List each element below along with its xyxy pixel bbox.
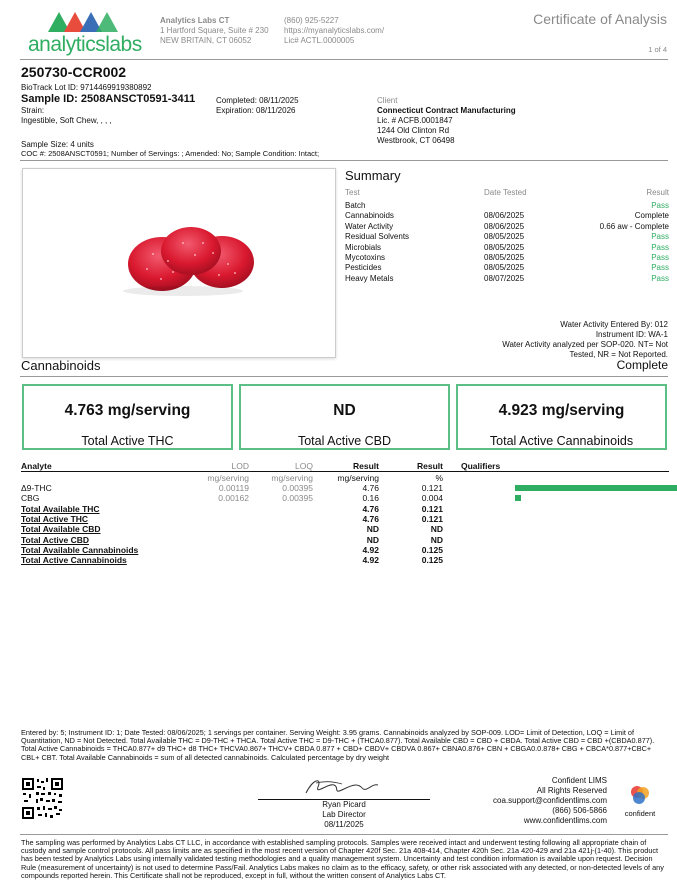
header-loq: LOQ (295, 461, 313, 471)
logo-text: analyticslabs (28, 33, 142, 56)
summary-result: Pass (651, 263, 669, 273)
client-address2: Westbrook, CT 06498 (377, 136, 455, 145)
analyte-loq: 0.00395 (282, 493, 313, 504)
summary-result: Pass (651, 273, 669, 283)
summary-row (345, 232, 669, 243)
card-value: 4.923 mg/serving (498, 402, 625, 419)
unit-row (21, 473, 669, 483)
summary-date: 08/07/2025 (484, 273, 525, 283)
analyte-result-pct: 0.004 (421, 493, 443, 504)
summary-date: 08/06/2025 (484, 221, 525, 231)
analyte-result-mg: 4.92 (362, 555, 379, 566)
footer-divider (20, 834, 668, 835)
header-analyte: Analyte (21, 461, 52, 471)
analyte-result-mg: 4.92 (362, 545, 379, 556)
analyte-loq: 0.00395 (282, 483, 313, 493)
client-license: Lic. # ACFB.0001847 (377, 116, 453, 125)
qualifier-bar (515, 485, 677, 491)
unit-result-mg: mg/serving (337, 473, 379, 483)
summary-test: Heavy Metals (345, 273, 394, 283)
lab-website[interactable]: https://myanalyticslabs.com/ (284, 26, 385, 35)
signer-title: Lab Director (322, 810, 366, 819)
method-notes-text: Entered by: 5; Instrument ID: 1; Date Tested: 08/06/2025; 1 servings per container. Serving Weight: 3.95 grams. Cannabinoids analyzed by SOP-009. LOD= Limit of Detection, LOQ = Limit of Quantitation, ND = Not Detected. Total Available THC = D9-THC + THCA. Total Active THC = D9-THC + (THCA0.877). Total Available CBD = CBD + CBDA. Total Active CBD = CBD +(CBDA0.877). Total Active Cannabinoids = THCA0.877+ d9 THC+ d8 THC+ THCVA0.867+ THCV+ CBDA 0.877 + CBD+ CBDV+ CBDVA 0.867+ CBNA0.876+ CBN + CBGA0.0.878+ CBG + CBCA*0.877+CBC+ CBL+ CBT. Total Available Cannabinoids = sum of all detected cannabinoids. Calculated percentage by dry weight (21, 728, 655, 762)
analyte-result-pct: 0.121 (421, 503, 443, 514)
lims-phone: (866) 506-5866 (552, 806, 607, 815)
summary-result: Pass (651, 232, 669, 242)
analyte-lod: 0.00162 (218, 493, 249, 504)
sample-divider (20, 160, 668, 161)
document-title: Certificate of Analysis (533, 11, 667, 27)
gummy-image (23, 169, 335, 357)
analyte-row (21, 483, 669, 493)
table-header-rule (21, 471, 669, 472)
summary-row (345, 222, 669, 233)
lab-phone: (860) 925-5227 (284, 16, 339, 25)
analyte-row (21, 535, 669, 545)
analyte-result-pct: 0.121 (421, 483, 443, 493)
summary-result: 0.66 aw - Complete (599, 221, 669, 231)
water-note3: Water Activity analyzed per SOP-020. NT= Not (502, 340, 668, 349)
header-lod: LOD (231, 461, 249, 471)
client-label: Client (377, 96, 398, 105)
summary-test: Batch (345, 201, 366, 210)
summary-title: Summary (345, 168, 401, 183)
analyte-result-pct: 0.121 (421, 514, 443, 525)
water-note4: Tested, NR = Not Reported. (569, 350, 668, 359)
summary-result: Pass (651, 253, 669, 262)
method-notes (21, 729, 669, 762)
summary-row (345, 274, 669, 285)
analyte-name: Total Active CBD (21, 534, 90, 545)
sample-id: Sample ID: 2508ANSCT0591-3411 (21, 93, 196, 105)
lims-email[interactable]: coa.support@confidentlims.com (493, 796, 607, 805)
client-block (377, 96, 516, 146)
analyte-name: Total Available Cannabinoids (21, 545, 139, 556)
product-photo (22, 168, 336, 358)
lab-address2: NEW BRITAIN, CT 06052 (160, 36, 252, 45)
analyte-lod: 0.00119 (218, 483, 249, 493)
card-total-active-cbd (239, 384, 450, 450)
header-divider (20, 59, 668, 60)
biotrack-lot-id: BioTrack Lot ID: 9714469919380892 (21, 83, 152, 92)
unit-loq: mg/serving (271, 473, 313, 483)
summary-result: Pass (651, 201, 669, 210)
card-total-active-cannabinoids (456, 384, 667, 450)
analyte-result-pct: 0.125 (421, 545, 443, 556)
analyte-name: Total Available CBD (21, 524, 101, 535)
summary-test: Pesticides (345, 263, 382, 273)
confident-logo-text: confident (624, 809, 656, 818)
summary-date: 08/06/2025 (484, 211, 525, 221)
cannabinoids-title: Cannabinoids (21, 358, 101, 373)
summary-date: 08/05/2025 (484, 263, 525, 273)
analyte-header-row (21, 461, 669, 471)
unit-lod: mg/serving (207, 473, 249, 483)
confident-logo (622, 784, 658, 820)
summary-test: Microbials (345, 242, 382, 252)
lab-contact (284, 16, 384, 46)
analyte-result-pct: ND (430, 524, 443, 535)
qualifier-bar (515, 495, 521, 501)
analyte-result-mg: 4.76 (362, 514, 379, 525)
lims-web[interactable]: www.confidentlims.com (523, 816, 607, 825)
header-result-mg: Result (353, 461, 379, 471)
header-qualifiers: Qualifiers (461, 461, 501, 471)
lab-license: Lic# ACTL.0000005 (284, 36, 355, 45)
signer-name: Ryan Picard (322, 800, 366, 809)
signer-block (258, 800, 430, 830)
summary-header-test: Test (345, 188, 360, 197)
disclaimer-text: The sampling was performed by Analytics Labs CT LLC, in accordance with established sampling protocols. Samples were received intact and underwent testing following all appropriate chain of custody and sample control protocols. All pass limits are as specified in the most recent version of Chapter 420f Sec. 21a 408-414, Chapter 420h Sec. 21a 420-429 and 21a 421j-(1-40). This product has been tested by Analytics Labs using internally validated testing methodologies and a quality management system. Uncertainty and test condition information is available upon request. Decision Rule (measurement of uncertainty) is not used to determine Pass/Fail. Analytics Labs makes no claim as to the efficacy, safety, or other risk associated with any detected, or non-detected levels of any compounds reported herein. This Certificate shall not be reproduced, except in full, without the written consent of Analytics Labs CT. (21, 838, 664, 880)
analyte-result-mg: 4.76 (362, 483, 379, 493)
lims-block (493, 776, 607, 826)
summary-test: Residual Solvents (345, 232, 410, 242)
header-result-pct: Result (417, 461, 443, 471)
water-note1: Water Activity Entered By: 012 (560, 320, 668, 329)
batch-id-title: 250730-CCR002 (21, 64, 127, 80)
summary-row (345, 201, 669, 212)
lab-info (160, 16, 269, 46)
summary-header-date: Date Tested (484, 188, 527, 197)
analyte-name: Total Active Cannabinoids (21, 555, 127, 566)
summary-row (345, 263, 669, 274)
card-value: 4.763 mg/serving (64, 402, 191, 419)
analyte-result-pct: ND (430, 534, 443, 545)
client-address1: 1244 Old Clinton Rd (377, 126, 450, 135)
analyte-result-mg: 4.76 (362, 503, 379, 514)
signer-date: 08/11/2025 (324, 820, 364, 829)
cannabinoids-status: Complete (616, 358, 668, 372)
analyte-row (21, 493, 669, 503)
qr-code-icon (21, 777, 64, 820)
summary-row (345, 253, 669, 264)
analyte-row (21, 555, 669, 565)
sample-matrix: Ingestible, Soft Chew, , , , (21, 116, 112, 125)
analyte-result-mg: 0.16 (362, 493, 379, 504)
summary-test: Mycotoxins (345, 253, 386, 262)
summary-test: Water Activity (345, 221, 394, 231)
lab-name: Analytics Labs CT (160, 16, 230, 25)
expiration-date: Expiration: 08/11/2026 (216, 106, 296, 115)
analyte-result-pct: 0.125 (421, 555, 443, 566)
card-total-active-thc (22, 384, 233, 450)
coc-info: COC #: 2508ANSCT0591; Number of Servings: ; Amended: No; Sample Condition: Intact; (21, 149, 320, 158)
disclaimer (21, 839, 669, 880)
card-label: Total Active THC (81, 434, 174, 448)
summary-row (345, 243, 669, 254)
summary-date: 08/05/2025 (484, 242, 525, 252)
card-label: Total Active Cannabinoids (489, 434, 634, 448)
summary-date: 08/05/2025 (484, 253, 525, 262)
card-value: ND (333, 402, 356, 419)
card-label: Total Active CBD (297, 434, 392, 448)
completed-date: Completed: 08/11/2025 (216, 96, 299, 105)
cannabinoids-divider (20, 376, 668, 377)
summary-result: Pass (651, 242, 669, 252)
summary-header-result: Result (646, 188, 669, 197)
strain-label: Strain: (21, 106, 45, 115)
confident-logo-icon (629, 784, 651, 806)
analyte-result-mg: ND (366, 524, 379, 535)
analytics-labs-logo (26, 8, 144, 58)
analyte-row (21, 545, 669, 555)
analyte-name: CBG (21, 493, 40, 504)
client-name: Connecticut Contract Manufacturing (377, 106, 516, 115)
unit-result-pct: % (435, 473, 443, 483)
signature-scribble (258, 775, 430, 799)
summary-result: Complete (634, 211, 669, 221)
summary-row (345, 211, 669, 222)
summary-date: 08/05/2025 (484, 232, 525, 242)
lims-rights: All Rights Reserved (536, 786, 607, 795)
analyte-name: Total Active THC (21, 514, 89, 525)
analyte-row (21, 514, 669, 524)
signature (258, 775, 430, 799)
qr-code[interactable] (21, 777, 64, 820)
water-note2: Instrument ID: WA-1 (595, 330, 668, 339)
summary-test: Cannabinoids (345, 211, 394, 221)
water-activity-notes (502, 320, 668, 360)
analyte-row (21, 524, 669, 534)
analyte-row (21, 504, 669, 514)
analyte-result-mg: ND (366, 534, 379, 545)
lims-name: Confident LIMS (551, 776, 607, 785)
page-number: 1 of 4 (648, 45, 667, 54)
analyte-name: Total Available THC (21, 503, 100, 514)
analyte-name: Δ9-THC (21, 483, 52, 493)
sample-size: Sample Size: 4 units (21, 140, 94, 149)
summary-header-row (345, 188, 669, 199)
lab-address1: 1 Hartford Square, Suite # 230 (160, 26, 269, 35)
